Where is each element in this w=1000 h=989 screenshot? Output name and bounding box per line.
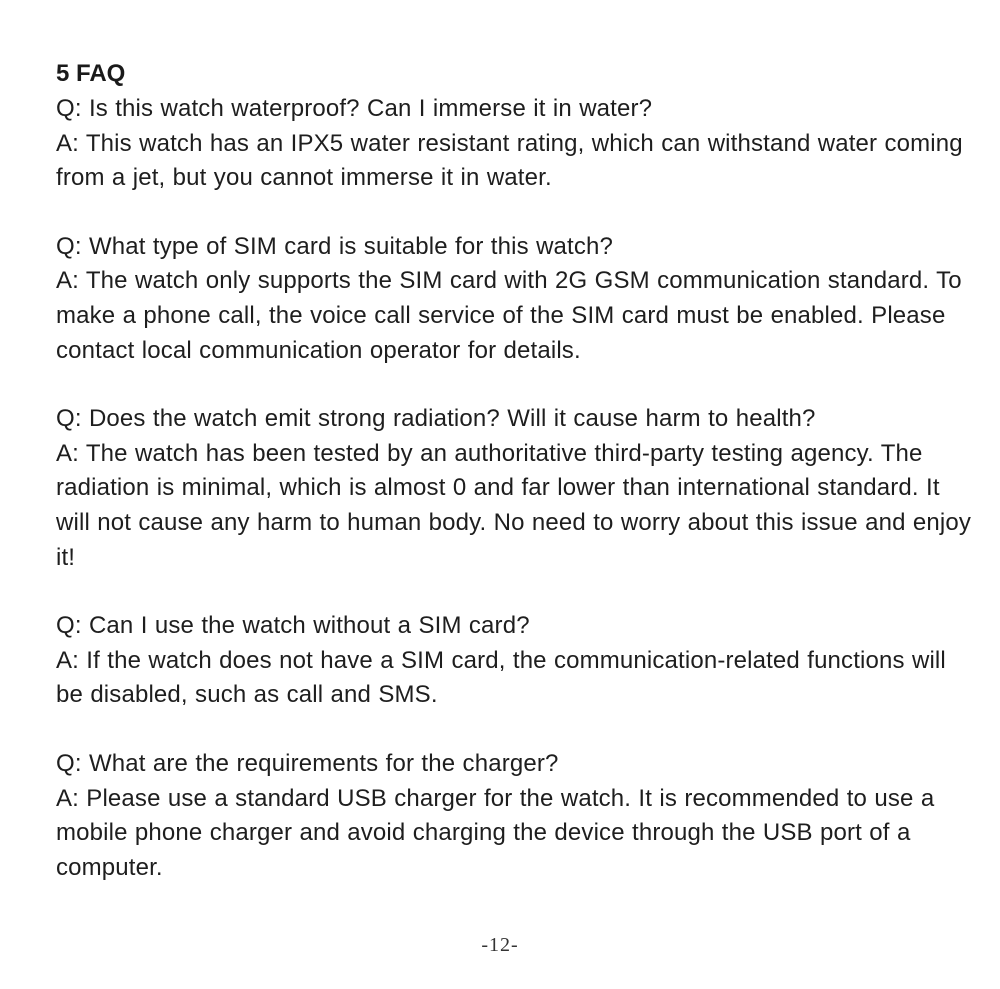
faq-answer: A: Please use a standard USB charger for the watch. It is recommended to use a mobile phone charger and avoid charging the device through the USB port of a computer.	[56, 784, 935, 881]
faq-question: Q: Is this watch waterproof? Can I immerse it in water?	[56, 95, 653, 122]
faq-question: Q: Can I use the watch without a SIM card?	[56, 612, 530, 640]
faq-question: Q: Does the watch emit strong radiation? Will it cause harm to health?	[56, 405, 816, 433]
faq-answer: A: The watch only supports the SIM card with 2G GSM communication standard. To make a phone call, the voice call service of the SIM card must be enabled. Please contact local communication operator for details.	[56, 267, 962, 364]
faq-item-radiation	[56, 402, 976, 575]
page-number: -12-	[481, 934, 519, 956]
section-title: 5 FAQ	[56, 60, 126, 87]
faq-answer: A: If the watch does not have a SIM card, the communication-related functions will be disabled, such as call and SMS.	[56, 646, 946, 709]
faq-item-charger	[56, 747, 976, 885]
faq-item-waterproof	[56, 92, 976, 196]
faq-item-sim-type	[56, 230, 976, 368]
faq-question: Q: What type of SIM card is suitable for this watch?	[56, 232, 614, 260]
faq-item-no-sim	[56, 609, 976, 713]
faq-answer: A: The watch has been tested by an authoritative third-party testing agency. The radiation is minimal, which is almost 0 and far lower than international standard. It will not cause any harm to human body. No need to worry about this issue and enjoy it!	[56, 439, 972, 571]
faq-answer: A: This watch has an IPX5 water resistant rating, which can withstand water coming from a jet, but you cannot immerse it in water.	[56, 129, 963, 192]
faq-question: Q: What are the requirements for the charger?	[56, 749, 559, 777]
faq-page	[56, 58, 976, 919]
